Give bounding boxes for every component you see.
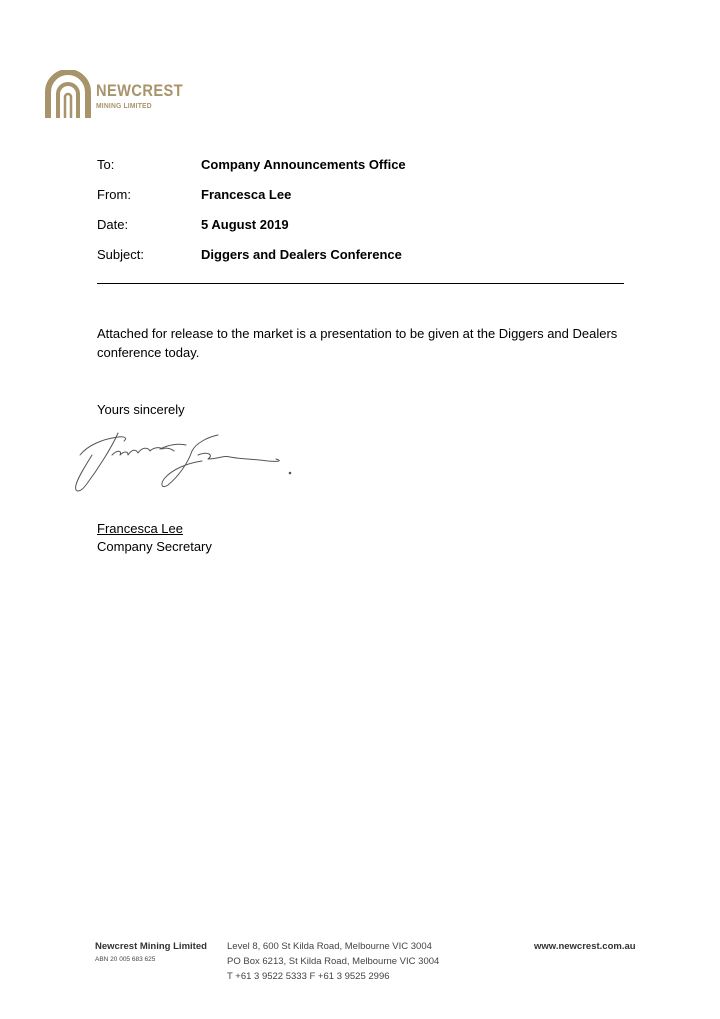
- footer-phone-line: T +61 3 9522 5333 F +61 3 9525 2996: [227, 971, 390, 982]
- company-logo: [44, 70, 184, 120]
- footer-address-line2: PO Box 6213, St Kilda Road, Melbourne VIC 3004: [227, 956, 440, 967]
- footer-company: Newcrest Mining Limited: [95, 941, 207, 952]
- date-label: Date:: [97, 217, 129, 232]
- from-value: Francesca Lee: [201, 187, 292, 202]
- subject-value: Diggers and Dealers Conference: [201, 247, 402, 262]
- footer-website[interactable]: www.newcrest.com.au: [534, 941, 636, 952]
- subject-label: Subject:: [97, 247, 144, 262]
- signer-title: Company Secretary: [97, 539, 212, 554]
- logo-subtitle-text: MINING LIMITED: [96, 101, 152, 110]
- closing-salutation: Yours sincerely: [97, 402, 185, 417]
- header-divider: [97, 283, 624, 284]
- footer-address-line1: Level 8, 600 St Kilda Road, Melbourne VIC 3004: [227, 941, 432, 952]
- logo-brand-text: NEWCREST: [96, 81, 184, 100]
- to-value: Company Announcements Office: [201, 157, 406, 172]
- signer-name: Francesca Lee: [97, 521, 183, 536]
- handwritten-signature-icon: [68, 425, 298, 495]
- from-label: From:: [97, 187, 131, 202]
- newcrest-logo-mark-icon: [44, 70, 92, 120]
- footer-abn: ABN 20 005 683 625: [95, 956, 156, 963]
- date-value: 5 August 2019: [201, 217, 289, 232]
- body-paragraph: Attached for release to the market is a presentation to be given at the Diggers and Dealers conference today.: [97, 326, 618, 360]
- to-label: To:: [97, 157, 115, 172]
